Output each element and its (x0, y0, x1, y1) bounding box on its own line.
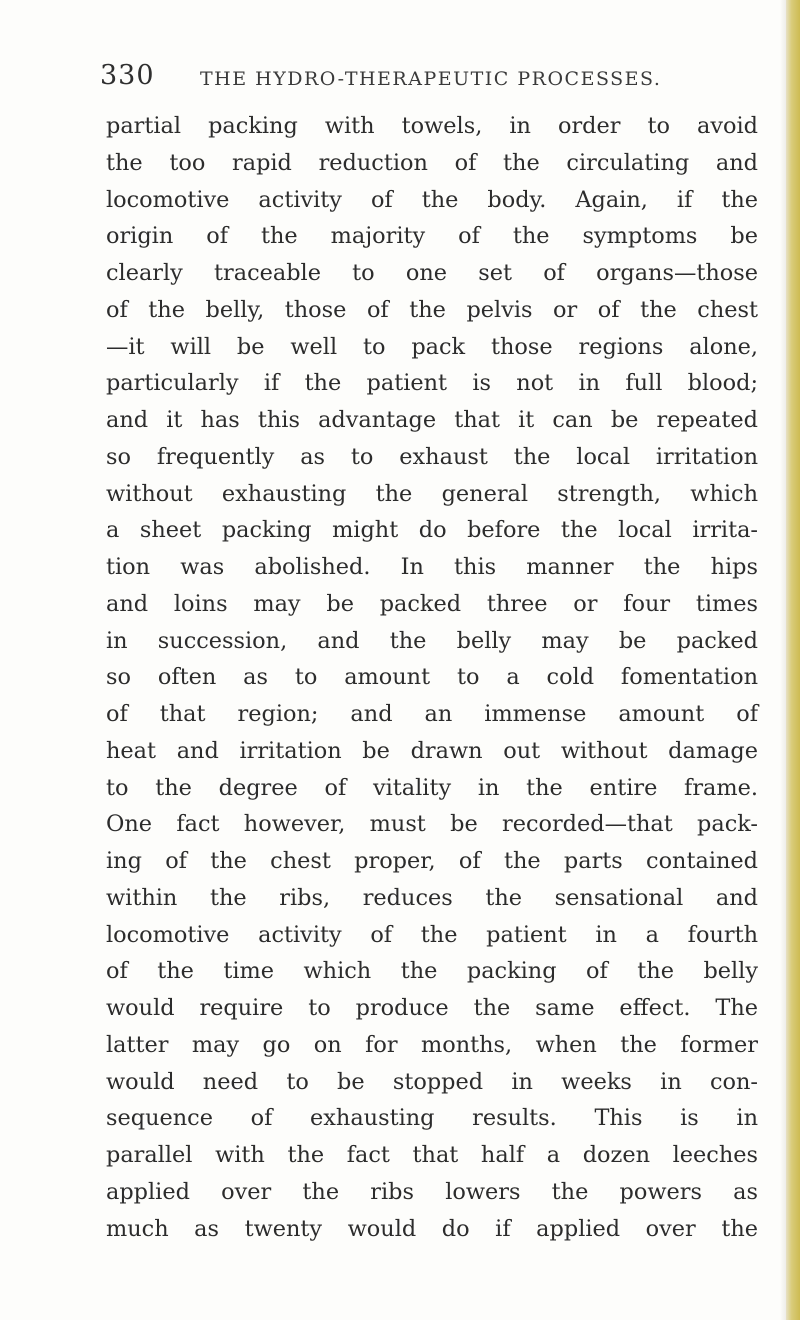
text-line: so often as to amount to a cold fomentation (106, 664, 758, 691)
text-line: locomotive activity of the patient in a fourth (106, 921, 758, 948)
text-line: One fact however, must be recorded—that pack- (106, 811, 758, 838)
text-line: the too rapid reduction of the circulating and (106, 149, 758, 176)
text-line: of the belly, those of the pelvis or of the chest (106, 296, 758, 323)
text-line: latter may go on for months, when the former (106, 1031, 758, 1058)
body-text (106, 108, 758, 1247)
running-head: THE HYDRO-THERAPEUTIC PROCESSES. (200, 68, 662, 90)
text-line: of that region; and an immense amount of (106, 701, 758, 727)
page-number: 330 (100, 60, 155, 91)
text-line: heat and irritation be drawn out without damage (106, 737, 758, 764)
text-line: clearly traceable to one set of organs—those (106, 260, 758, 286)
text-line: locomotive activity of the body. Again, if the (106, 186, 758, 213)
text-line: would require to produce the same effect. The (106, 995, 758, 1021)
text-line: and loins may be packed three or four times (106, 590, 758, 617)
book-spine-edge (786, 0, 800, 1320)
text-line: without exhausting the general strength, which (106, 480, 758, 507)
text-line: and it has this advantage that it can be repeated (106, 407, 758, 433)
page-header (100, 60, 760, 100)
text-line: would need to be stopped in weeks in con- (106, 1068, 758, 1095)
text-line: applied over the ribs lowers the powers as (106, 1178, 758, 1205)
text-line: so frequently as to exhaust the local irritation (106, 443, 758, 470)
text-line: of the time which the packing of the belly (106, 958, 758, 985)
text-line: —it will be well to pack those regions alone, (106, 333, 758, 360)
text-line: much as twenty would do if applied over the (106, 1215, 758, 1242)
text-line: in succession, and the belly may be packed (106, 627, 758, 654)
text-line: partial packing with towels, in order to avoid (106, 113, 758, 139)
text-line: sequence of exhausting results. This is in (106, 1105, 758, 1132)
text-line: within the ribs, reduces the sensational and (106, 884, 758, 911)
text-line: origin of the majority of the symptoms be (106, 223, 758, 250)
text-line: ing of the chest proper, of the parts contained (106, 848, 758, 874)
text-line: particularly if the patient is not in full blood; (106, 370, 758, 397)
text-line: to the degree of vitality in the entire frame. (106, 774, 758, 801)
text-line: parallel with the fact that half a dozen leeches (106, 1142, 758, 1168)
text-line: a sheet packing might do before the local irrita- (106, 517, 758, 544)
text-line: tion was abolished. In this manner the hips (106, 554, 758, 580)
